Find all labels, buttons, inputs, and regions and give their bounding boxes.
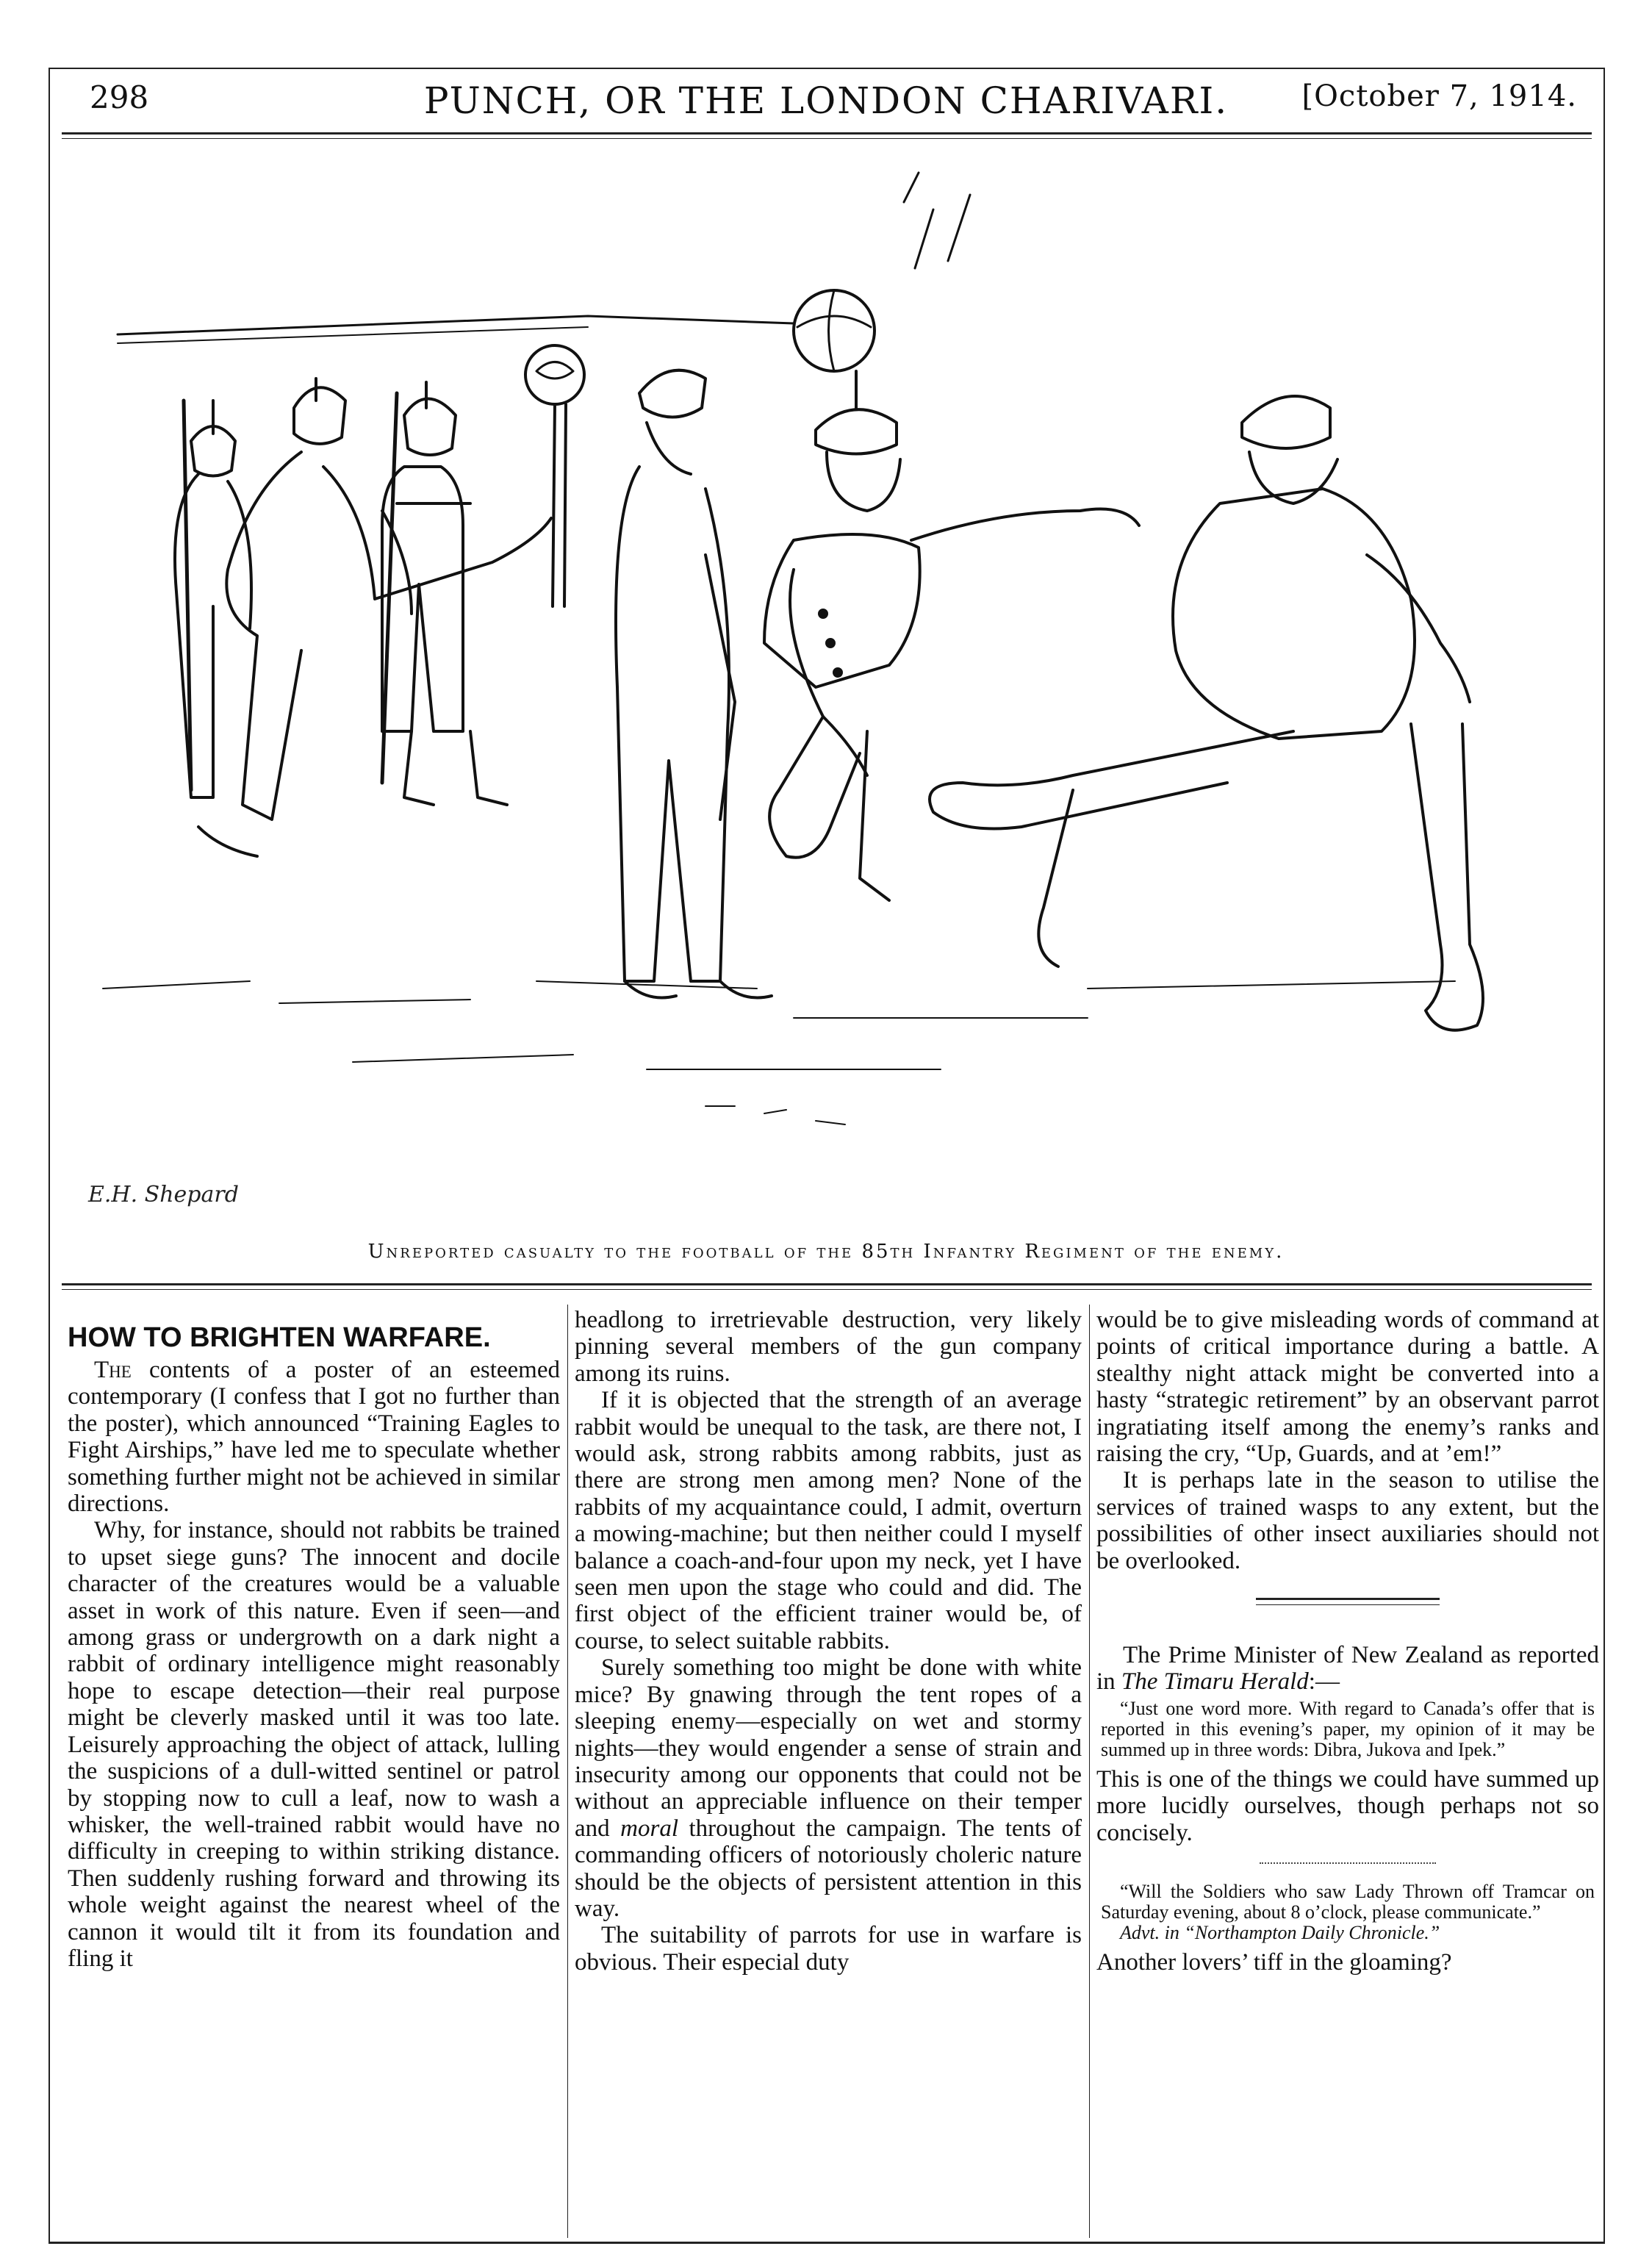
page-number: 298 [90, 79, 149, 115]
article-paragraph-2-cont: headlong to irretrievable destruction, very likely pinning several members of the gun company among its ruins. [575, 1307, 1082, 1387]
nz-quote: “Just one word more. With regard to Canada’s offer that is reported in this evening’s paper, my opinion of it may be summed up in three words: Dibra, Jukova and Ipek.” [1101, 1697, 1595, 1760]
flying-football [794, 290, 875, 371]
publication-title: PUNCH, OR THE LONDON CHARIVARI. [423, 79, 1229, 122]
cartoon-caption: Unreported casualty to the football of the 85th Infantry Regiment of the enemy. [367, 1241, 1285, 1263]
soldier-kicking-right [930, 396, 1483, 1030]
eagle-signpost [525, 345, 584, 606]
article-heading: HOW TO BRIGHTEN WARFARE. [68, 1322, 491, 1353]
right-border [1603, 68, 1605, 2244]
article-paragraph-5: The suitability of parrots for use in warfare is obvious. Their especial duty [575, 1922, 1082, 1976]
article-paragraph-6: It is perhaps late in the season to utilise the services of trained wasps to any extent, but the possibilities of other insect auxiliaries should not be overlooked. [1096, 1467, 1599, 1574]
artist-signature: E.H. Shepard [88, 1182, 239, 1208]
drop-word: The [94, 1357, 132, 1383]
column-3 [1096, 1307, 1599, 1976]
column-1 [68, 1307, 560, 1972]
rifles [184, 393, 397, 790]
nz-comment: This is one of the things we could have summed up more lucidly ourselves, though perhaps not so concisely. [1096, 1765, 1599, 1846]
ad-comment: Another lovers’ tiff in the gloaming? [1096, 1949, 1452, 1976]
cartoon-illustration [59, 158, 1595, 1238]
motion-lines [904, 173, 970, 268]
header-rule-2 [62, 138, 1592, 139]
column-2 [575, 1307, 1082, 1976]
article-paragraph-2: Why, for instance, should not rabbits be trained to upset siege guns? The innocent and docile character of the creatures would be a valuable asset in work of this nature. Even if seen—and among grass or undergrowth on a dark night a rabbit of ordinary intelligence might reasonably hope to escape detection—their real purpose might be cleverly masked until it was too late. Leisurely approaching the object of attack, lulling the suspicions of a dull-witted sentinel or patrol by stopping now to cull a leaf, now to wash a whisker, the well-trained rabbit would have no difficulty in creeping to within striking distance. Then suddenly rushing forward and throwing its whole weight against the nearest wheel of the cannon it would tilt it from its foundation and fling it [68, 1517, 560, 1972]
nz-intro: The Prime Minister of New Zealand as reported in The Timaru Herald:— [1096, 1642, 1599, 1696]
soldier-arms-crossed [382, 382, 507, 805]
ground-hatching [103, 981, 1455, 1124]
caption-rule-1 [62, 1283, 1592, 1285]
column-divider-2 [1089, 1305, 1090, 2238]
article-paragraph-1: The contents of a poster of an esteemed contemporary (I confess that I got no further than the poster), which announced “Training Eagles to Fight Airships,” have led me to speculate whether something further might not be achieved in similar directions. [68, 1357, 561, 1518]
top-border [49, 68, 1605, 69]
article-paragraph-5-cont: would be to give misleading words of command at points of critical importance during a battle. A stealthy night attack might be converted into a hasty “strategic retirement” by an observant parrot ingratiating itself among the enemy’s ranks and raising the cry, “Up, Guards, and at ’em!” [1096, 1307, 1599, 1468]
article-paragraph-4: Surely something too might be done with white mice? By gnawing through the tent ropes of a sleeping enemy—especially on wet and stormy nights—they would engender a sense of strain and insecurity among our opponents that could not be without an appreciable influence on their temper and moral throughout the campaign. The tents of commanding officers of notoriously choleric nature should be the objects of persistent attention in this way. [575, 1654, 1082, 1922]
bottom-border [49, 2242, 1605, 2244]
article-paragraph-3: If it is objected that the strength of an average rabbit would be unequal to the task, are there not, I would ask, strong rabbits among rabbits, just as there are strong men among men? None of the rabbits of my acquaintance could, I admit, overturn a mowing-machine; but then neither could I myself balance a coach-and-four upon my neck, yet I have seen men upon the stage who could and did. The first object of the efficient trainer would be, of course, to select suitable rabbits. [575, 1387, 1082, 1654]
column-divider-1 [567, 1305, 568, 2238]
issue-date: [October 7, 1914. [1301, 79, 1577, 113]
ad-source: Advt. in “Northampton Daily Chronicle.” [1120, 1922, 1440, 1944]
caption-rule-2 [62, 1289, 1592, 1290]
header-rule-1 [62, 132, 1592, 134]
officer-centre [616, 370, 772, 998]
section-divider [1256, 1598, 1440, 1605]
ad-quote: “Will the Soldiers who saw Lady Thrown off Tramcar on Saturday evening, about 8 o’clock, please communicate.” Advt. in “Northampton Daily Chronicle.” [1101, 1881, 1595, 1944]
dotted-separator [1260, 1862, 1436, 1864]
left-border [49, 68, 50, 2244]
